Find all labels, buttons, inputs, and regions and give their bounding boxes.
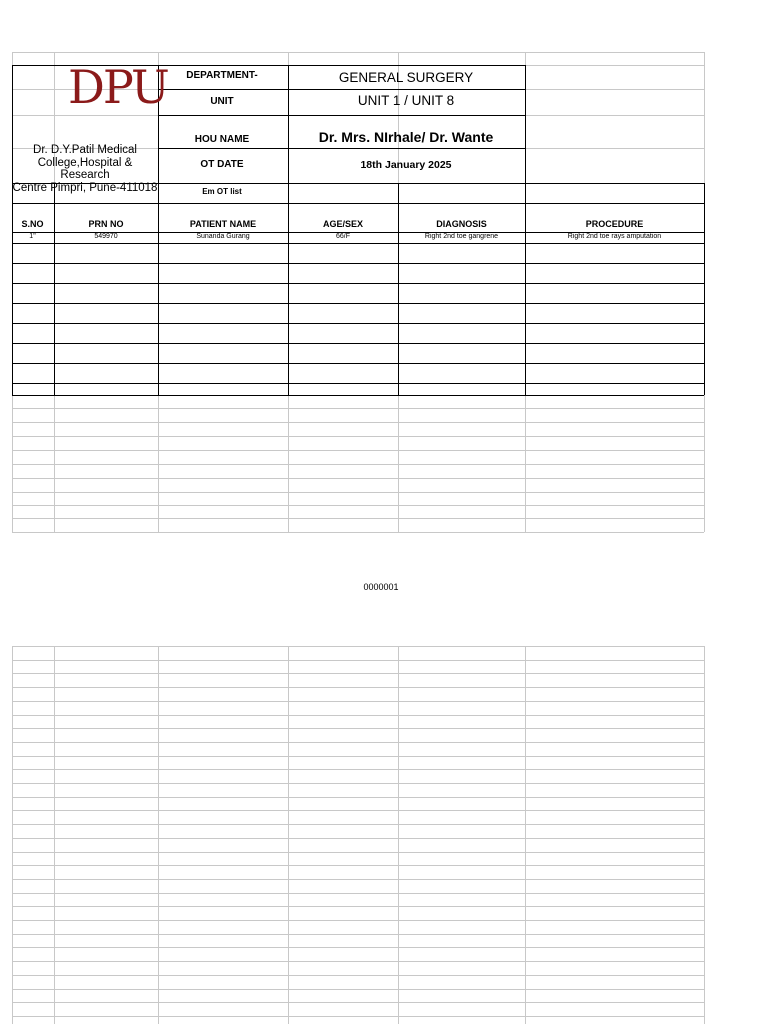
cell-patient-name: Sunanda Gurang [196,233,250,240]
border-horizontal [12,263,704,264]
gridline-vertical [12,646,13,1024]
unit-value: UNIT 1 / UNIT 8 [357,93,455,108]
unit-label: UNIT [210,96,234,107]
gridline-horizontal [12,975,704,976]
cell-sno: 1" [29,233,36,240]
gridline-horizontal [12,52,704,53]
gridline-horizontal [12,478,704,479]
gridline-horizontal [12,824,704,825]
gridline-horizontal [12,920,704,921]
gridline-horizontal [12,532,704,533]
logo-text: DPU [68,60,168,114]
border-horizontal [12,363,704,364]
border-horizontal [12,395,704,396]
gridline-horizontal [12,436,704,437]
border-vertical [12,65,13,395]
gridline-horizontal [12,879,704,880]
gridline-vertical [525,646,526,1024]
gridline-horizontal [12,852,704,853]
gridline-horizontal [12,1016,704,1017]
column-header-sno: S.NO [21,219,44,229]
hospital-name-line3: Centre Pimpri, Pune-411018 [12,181,158,194]
dpu-logo [68,60,168,114]
gridline-horizontal [12,492,704,493]
border-horizontal [12,243,704,244]
gridline-horizontal [12,756,704,757]
department-value: GENERAL SURGERY [338,70,474,85]
gridline-vertical [158,646,159,1024]
cell-procedure: Right 2nd toe rays amputation [567,233,662,240]
gridline-horizontal [12,505,704,506]
gridline-vertical [288,646,289,1024]
border-vertical [525,65,526,183]
ot-date-value: 18th January 2025 [360,159,452,171]
border-horizontal [158,115,525,116]
gridline-horizontal [12,961,704,962]
border-horizontal [12,343,704,344]
column-header-prn: PRN NO [88,219,124,229]
border-vertical [158,65,159,395]
gridline-vertical [704,646,705,1024]
cell-age-sex: 66/F [335,233,350,240]
list-type: Em OT list [202,187,242,196]
gridline-horizontal [12,701,704,702]
gridline-horizontal [12,518,704,519]
gridline-horizontal [12,422,704,423]
border-horizontal [12,303,704,304]
gridline-horizontal [12,906,704,907]
gridline-horizontal [12,838,704,839]
border-horizontal [158,89,525,90]
gridline-horizontal [12,660,704,661]
gridline-horizontal [12,715,704,716]
hospital-name [12,144,158,194]
gridline-horizontal [12,673,704,674]
border-vertical [704,183,705,395]
department-label: DEPARTMENT- [186,70,258,81]
gridline-horizontal [12,893,704,894]
gridline-horizontal [12,464,704,465]
gridline-horizontal [12,728,704,729]
gridline-horizontal [12,865,704,866]
border-horizontal [12,383,704,384]
hou-label: HOU NAME [194,134,250,145]
gridline-vertical [398,646,399,1024]
cell-prn: 549970 [94,233,118,240]
gridline-horizontal [12,783,704,784]
gridline-horizontal [12,934,704,935]
gridline-horizontal [12,1002,704,1003]
border-horizontal [158,148,525,149]
column-header-patient-name: PATIENT NAME [189,219,257,229]
border-horizontal [12,283,704,284]
gridline-horizontal [12,742,704,743]
hospital-name-line2: College,Hospital & Research [37,156,133,181]
gridline-horizontal [12,646,704,647]
page-code: 0000001 [363,582,399,592]
hou-value: Dr. Mrs. NIrhale/ Dr. Wante [318,129,494,145]
border-horizontal [12,203,704,204]
gridline-horizontal [12,408,704,409]
column-header-diagnosis: DIAGNOSIS [436,219,487,229]
column-header-age-sex: AGE/SEX [322,219,363,229]
border-vertical [288,65,289,395]
hospital-name-line1: Dr. D.Y.Patil Medical [33,144,137,156]
ot-date-label: OT DATE [200,159,244,170]
gridline-horizontal [12,450,704,451]
gridline-horizontal [12,797,704,798]
gridline-vertical [54,646,55,1024]
gridline-horizontal [12,947,704,948]
gridline-horizontal [12,769,704,770]
gridline-horizontal [12,989,704,990]
gridline-horizontal [12,810,704,811]
gridline-horizontal [12,687,704,688]
cell-diagnosis: Right 2nd toe gangrene [424,233,499,240]
border-horizontal [12,323,704,324]
column-header-procedure: PROCEDURE [585,219,644,229]
